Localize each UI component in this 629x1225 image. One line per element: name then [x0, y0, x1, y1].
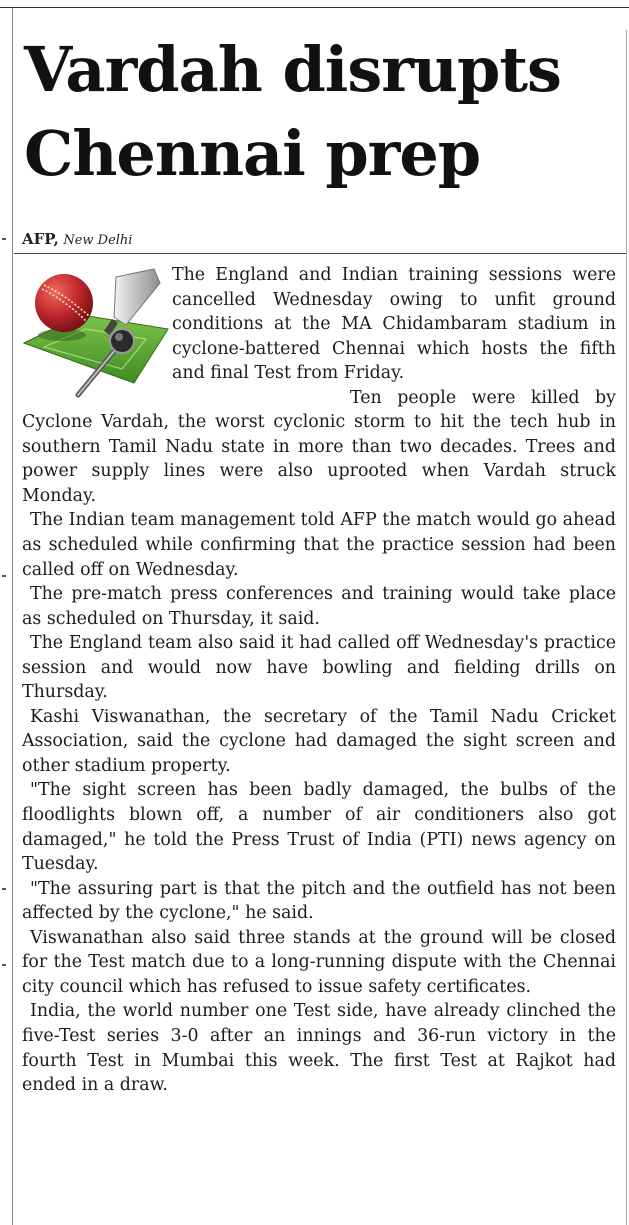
- paragraph: India, the world number one Test side, have already clinched the five-Test series 3-0 after an innings and 36-run victory in the fourth Test in Mumbai this week. The first Test at Rajkot had ended in a draw.: [22, 1001, 616, 1096]
- byline-location: New Delhi: [63, 233, 133, 248]
- margin-mark: [2, 238, 6, 240]
- illustration-spacer: [22, 263, 172, 407]
- article-body: [22, 263, 616, 1098]
- margin-mark: [2, 575, 6, 577]
- paragraph: "The sight screen has been badly damaged, the bulbs of the floodlights blown off, a number of air conditioners also got damaged," he told the Press Trust of India (PTI) news agency on Tuesday.: [22, 780, 616, 875]
- column-divider-left: [12, 8, 13, 1225]
- byline-rule: [14, 253, 626, 254]
- paragraph: The Indian team management told AFP the match would go ahead as scheduled while confirming that the practice session had been called off on Wednesday.: [22, 510, 616, 580]
- paragraph: "The assuring part is that the pitch and the outfield has not been affected by the cyclone," he said.: [22, 878, 616, 924]
- paragraph: Kashi Viswanathan, the secretary of the Tamil Nadu Cricket Association, said the cyclone had damaged the sight screen and other stadium property.: [22, 706, 616, 776]
- byline-agency: AFP,: [22, 230, 59, 248]
- paragraph: Viswanathan also said three stands at the ground will be closed for the Test match due to a long-running dispute with the Chennai city council which has refused to issue safety certificates.: [22, 927, 616, 997]
- top-rule: [0, 7, 629, 8]
- paragraph: The pre-match press conferences and training would take place as scheduled on Thursday, it said.: [22, 584, 616, 629]
- byline: [22, 230, 132, 248]
- headline: Vardah disrupts Chennai prep: [24, 33, 561, 190]
- paragraph: Ten people were killed by Cyclone Vardah, the worst cyclonic storm to hit the tech hub in southern Tamil Nadu state in more than two decades. Trees and power supply lines were also uprooted when Vardah struck Monday.: [22, 387, 616, 506]
- paragraph: The England team also said it had called off Wednesday's practice session and would now have bowling and fielding drills on Thursday.: [22, 633, 616, 703]
- margin-mark: [2, 888, 6, 890]
- margin-mark: [2, 964, 6, 966]
- column-divider-right: [626, 30, 627, 1225]
- paragraph: The England and Indian training sessions were cancelled Wednesday owing to unfit ground conditions at the MA Chidambaram stadium in cyclone-battered Chennai which hosts the fifth and final Test from Friday.: [172, 265, 616, 384]
